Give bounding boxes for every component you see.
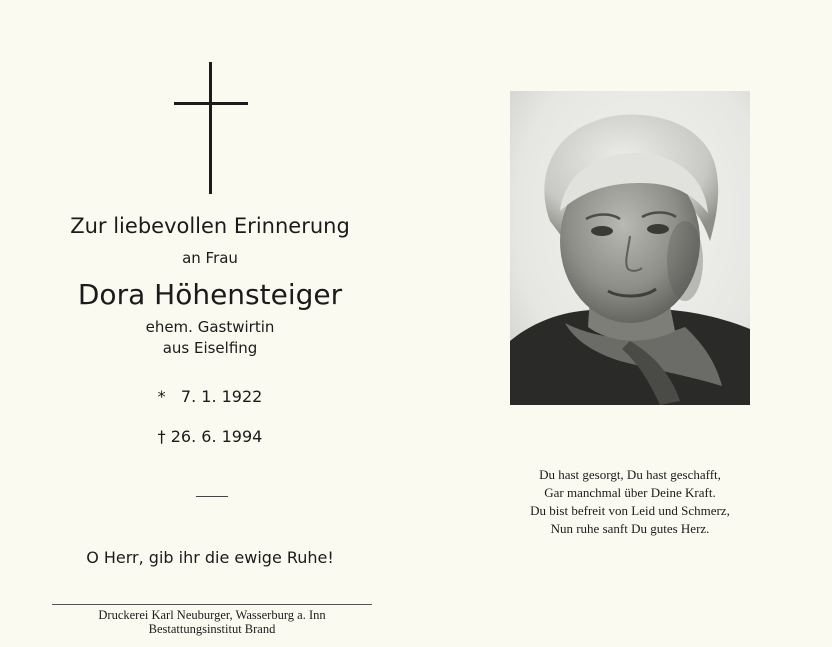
memorial-intro: Zur liebevollen Erinnerung xyxy=(70,214,350,238)
salutation: an Frau xyxy=(182,249,238,267)
deceased-name: Dora Höhensteiger xyxy=(77,278,343,311)
origin: aus Eiselfing xyxy=(162,339,258,357)
footer-divider xyxy=(52,604,372,605)
portrait-photo xyxy=(510,91,750,405)
printer-credit: Druckerei Karl Neuburger, Wasserburg a. Inn xyxy=(98,608,326,622)
poem-line: Gar manchmal über Deine Kraft. xyxy=(544,485,716,500)
memorial-poem xyxy=(470,466,790,538)
latin-cross-icon xyxy=(174,62,248,194)
poem-line: Du bist befreit von Leid und Schmerz, xyxy=(530,503,730,518)
divider xyxy=(196,496,228,497)
poem-line: Nun ruhe sanft Du gutes Herz. xyxy=(550,521,710,536)
birth-date: * 7. 1. 1922 xyxy=(157,387,263,406)
death-date: † 26. 6. 1994 xyxy=(157,427,263,446)
poem-line: Du hast gesorgt, Du hast geschafft, xyxy=(539,467,721,482)
prayer-line: O Herr, gib ihr die ewige Ruhe! xyxy=(86,548,334,567)
funeral-home-credit: Bestattungsinstitut Brand xyxy=(148,622,276,636)
occupation: ehem. Gastwirtin xyxy=(145,318,275,336)
